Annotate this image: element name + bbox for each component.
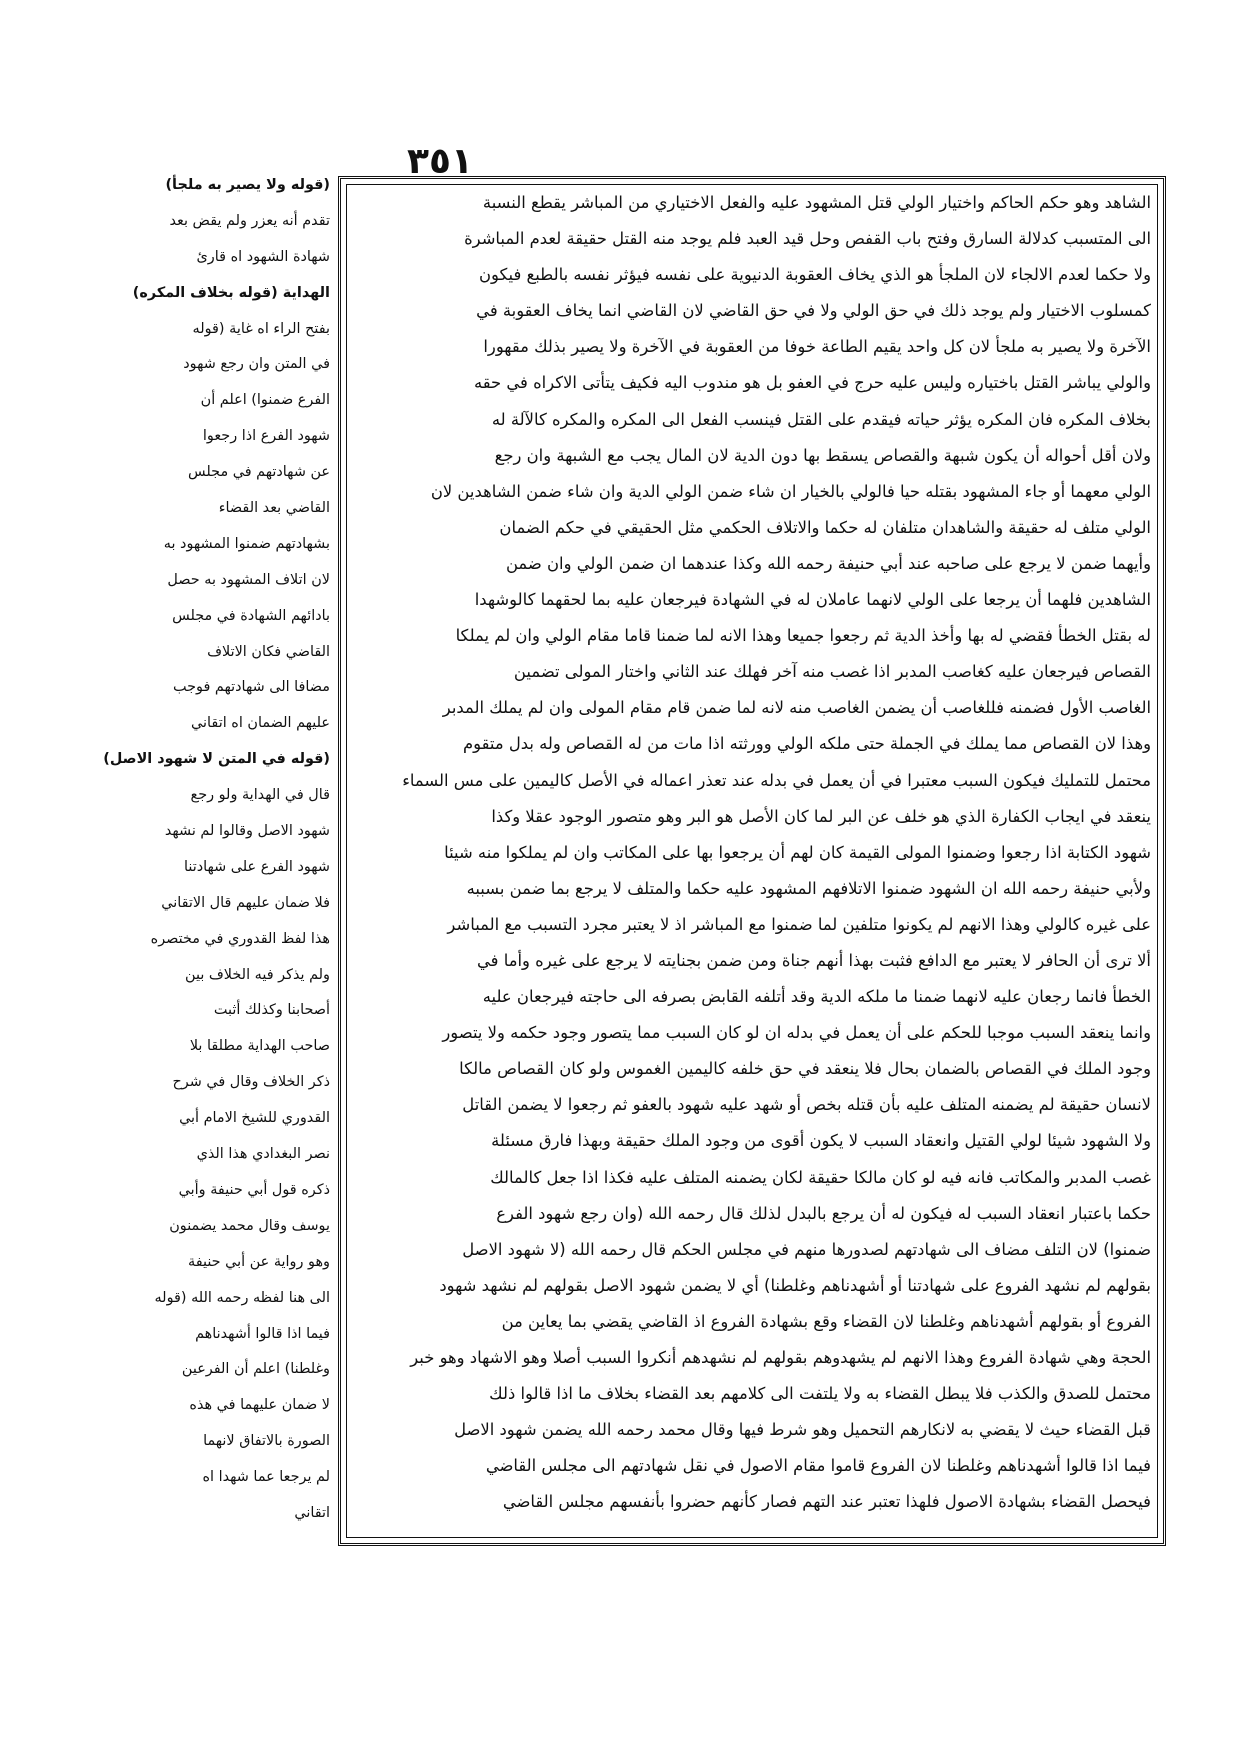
margin-note-line: عن شهادتهم في مجلس <box>188 464 330 481</box>
main-text-line: لانسان حقيقة لم يضمنه المتلف عليه بأن قتله بخص أو شهد عليه شهود بالعفو ثم رجعوا لا يضمن القاتل <box>462 1095 1151 1115</box>
main-text-line: فيما اذا قالوا أشهدناهم وغلطنا لان الفروع قاموا مقام الاصول في نقل شهادتهم الى مجلس القاضي <box>485 1456 1151 1476</box>
margin-note-line: نصر البغدادي هذا الذي <box>196 1146 330 1163</box>
main-text-line: فيحصل القضاء بشهادة الاصول فلهذا تعتبر عند التهم فصار كأنهم حضروا بأنفسهم مجلس القاضي <box>502 1492 1151 1512</box>
margin-note-line: بادائهم الشهادة في مجلس <box>172 607 330 624</box>
margin-note-line: لان اتلاف المشهود به حصل <box>167 571 330 588</box>
main-text-line: محتمل للصدق والكذب فلا يبطل القضاء به ولا يلتفت الى كلامهم بعد القضاء بخلاف ما اذا قالوا ذلك <box>489 1384 1151 1404</box>
margin-note-line: أصحابنا وكذلك أثبت <box>213 1002 330 1019</box>
main-text-line: وأيهما ضمن لا يرجع على صاحبه عند أبي حنيفة رحمه الله وكذا عندهما ان ضمن الولي وان ضمن <box>505 553 1151 573</box>
margin-note-line: وهو رواية عن أبي حنيفة <box>187 1253 330 1270</box>
margin-notes-column <box>103 168 330 1608</box>
main-text-line: بخلاف المكره فان المكره يؤثر حياته فيقدم على القتل فينسب الفعل الى المكره والمكره كالآلة له <box>491 409 1151 429</box>
margin-note-line: صاحب الهداية مطلقا بلا <box>189 1038 330 1055</box>
main-text-line: ولان أقل أحواله أن يكون شبهة والقصاص يسقط بها دون الدية لان المال يجب مع الشبهة وان رجع <box>494 445 1151 465</box>
main-text-line: ولا الشهود شيئا لولي القتيل وانعقاد السبب لا يكون أقوى من وجود الملك حقيقة وبهذا فارق مسئلة <box>491 1131 1151 1151</box>
margin-note-line: ذكر الخلاف وقال في شرح <box>172 1074 330 1091</box>
main-text-line: ولا حكما لعدم الالجاء لان الملجأ هو الذي يخاف العقوبة الدنيوية على نفسه فيؤثر نفسه بالطبع فيكون <box>478 265 1151 285</box>
main-text-line: الشاهدين فلهما أن يرجعا على الولي لانهما عاملان له في الشهادة فيرجعان عليه بما لحقهما كالوشهدا <box>474 590 1151 610</box>
main-text-line: الغاصب الأول فضمنه فللغاصب أن يضمن الغاصب منه لانه لما ضمن قام مقام المولى وان لم يملك المدبر <box>442 698 1151 718</box>
main-text-line: الولي معهما أو جاء المشهود بقتله حيا فالولي بالخيار ان شاء ضمن الولي الدية وان شاء ضمن الشاهدين لان <box>430 481 1151 501</box>
margin-note-line: ذكره قول أبي حنيفة وأبي <box>178 1181 330 1198</box>
margin-note-line: عليهم الضمان اه اتقاني <box>191 715 330 732</box>
margin-note-line: القاضي فكان الاتلاف <box>207 643 330 660</box>
margin-note-line: لا ضمان عليهما في هذه <box>189 1397 330 1414</box>
margin-note-line: فيما اذا قالوا أشهدناهم <box>195 1325 330 1342</box>
margin-note-line: شهود الفرع على شهادتنا <box>183 858 330 875</box>
margin-note-line: الهداية (قوله بخلاف المكره) <box>132 284 330 301</box>
margin-note-line: القدوري للشيخ الامام أبي <box>179 1110 330 1127</box>
margin-note-line: هذا لفظ القدوري في مختصره <box>150 930 330 947</box>
main-text-line: الفروع أو بقولهم أشهدناهم وغلطنا لان القضاء وقع بشهادة الفروع اذ القاضي يقضي بما يعاين من <box>501 1311 1151 1331</box>
margin-note-line: فلا ضمان عليهم قال الاتقاني <box>161 894 330 911</box>
main-text-line: وجود الملك في القصاص بالضمان بحال فلا ينعقد في حق خلفه كاليمين الغموس ولو كان القصاص مالكا <box>459 1059 1151 1079</box>
main-text-line: ولأبي حنيفة رحمه الله ان الشهود ضمنوا الاتلافهم المشهود عليه حكما والمتلف لا يرجع بما ضمن بسببه <box>466 878 1151 898</box>
margin-note-line: القاضي بعد القضاء <box>218 500 330 517</box>
main-text-line: الحجة وهي شهادة الفروع وهذا الانهم لم يشهدوهم بقولهم لم نشهدهم أنكروا السبب أصلا وهو الاشهاد وهو خبر <box>410 1348 1151 1367</box>
main-text-line: الولي متلف له حقيقة والشاهدان متلفان له حكما والاتلاف الحكمي مثل الحقيقي في حكم الضمان <box>499 517 1151 537</box>
margin-note-line: بفتح الراء اه غاية (قوله <box>192 320 330 337</box>
main-text-line: الشاهد وهو حكم الحاكم واختيار الولي قتل المشهود عليه والفعل الاختياري من المباشر يقطع النسبة <box>482 193 1151 212</box>
main-text-line: له بقتل الخطأ فقضي له بها وأخذ الدية ثم رجعوا جميعا وهذا الانه لما ضمنا قاما مقام الولي وان لم يملكا <box>455 626 1151 646</box>
margin-note-line: الى هنا لفظه رحمه الله (قوله <box>154 1289 330 1306</box>
margin-note-line: يوسف وقال محمد يضمنون <box>169 1217 330 1234</box>
margin-note-line: اتقاني <box>294 1504 330 1521</box>
main-text-line: ينعقد في ايجاب الكفارة الذي هو خلف عن البر لما كان الأصل هو البر وهو متصور الوجود عقلا وكذا <box>491 806 1151 826</box>
margin-note-line: شهادة الشهود اه قارئ <box>196 248 330 265</box>
margin-note-line: في المتن وان رجع شهود <box>183 356 330 373</box>
main-text-line: قبل القضاء حيث لا يقضي به لانكارهم التحميل وهو شرط فيها وقال محمد رحمه الله يضمن شهود الاصل <box>454 1420 1151 1440</box>
main-text-line: ألا ترى أن الحافر لا يعتبر مع الدافع فثبت بهذا أنهم جناة ومن ضمن بجنايته لا يرجع على غيره وأما في <box>477 950 1151 970</box>
margin-note-line: (قوله في المتن لا شهود الاصل) <box>103 751 330 768</box>
main-text-line: وهذا لان القصاص مما يملك في الجملة حتى ملكه الولي وورثته اذا مات من له القصاص وله بدل متقوم <box>463 734 1151 754</box>
page-number: ٣٥١ <box>407 141 473 182</box>
margin-note-line: بشهادتهم ضمنوا المشهود به <box>163 535 330 552</box>
main-text-line: غصب المدبر والمكاتب فانه فيه لو كان مالكا حقيقة لكان يضمنه المتلف عليه فكذا اذا جعل كالمالك <box>490 1167 1151 1187</box>
margin-note-line: (قوله ولا يصير به ملجأ) <box>165 177 330 193</box>
main-text-line: حكما باعتبار انعقاد السبب له فيكون له أن يرجع بالبدل لذلك قال رحمه الله (وان رجع شهود الفرع <box>496 1203 1151 1223</box>
main-text-line: والولي يباشر القتل باختياره وليس عليه حرج في العفو بل هو مندوب اليه فكيف يتأتى الاكراه في حقه <box>473 373 1151 393</box>
main-text-line: وانما ينعقد السبب موجبا للحكم على أن يعمل في بدله ان لو كان السبب مما يتصور وجود حكمه ولا يتصور <box>442 1023 1151 1043</box>
main-text-line: بقولهم لم نشهد الفروع على شهادتنا أو أشهدناهم وغلطنا) أي لا يضمن شهود الاصل بقولهم لم نشهد شهود <box>439 1275 1151 1295</box>
main-text-line: محتمل للتمليك فيكون السبب معتبرا في أن يعمل في بدله عند تعذر اعماله في الأصل كاليمين على مس السماء <box>402 770 1151 790</box>
margin-note-line: تقدم أنه يعزر ولم يقض بعد <box>169 212 330 229</box>
margin-note-line: الفرع ضمنوا) اعلم أن <box>200 392 330 409</box>
margin-note-line: مضافا الى شهادتهم فوجب <box>173 679 330 696</box>
margin-note-line: الصورة بالاتفاق لانهما <box>203 1433 330 1450</box>
main-text-line: الى المتسبب كدلالة السارق وفتح باب القفص وحل قيد العبد فلم يوجد منه القتل حقيقة لعدم المباشرة <box>464 229 1151 249</box>
margin-note-line: شهود الفرع اذا رجعوا <box>202 428 330 445</box>
main-text-line: كمسلوب الاختيار ولم يوجد ذلك في حق الولي ولا في حق القاضي لان القاضي انما يخاف العقوبة في <box>476 301 1151 321</box>
main-text-line: الآخرة ولا يصير به ملجأ لان كل واحد يقيم الطاعة خوفا من العقوبة في الآخرة ولا يصير بذلك مقهورا <box>483 337 1151 357</box>
main-text-line: شهود الكتابة اذا رجعوا وضمنوا المولى القيمة كان لهم أن يرجعوا بها على المكاتب وان لم يملكوا منه شيئا <box>444 842 1151 862</box>
main-text-line: ضمنوا) لان التلف مضاف الى شهادتهم لصدورها منهم في مجلس الحكم قال رحمه الله (لا شهود الاصل <box>462 1239 1151 1259</box>
margin-note-line: وغلطنا) اعلم أن الفرعين <box>181 1361 330 1378</box>
margin-note-line: لم يرجعا عما شهدا اه <box>202 1469 330 1486</box>
main-text-line: الخطأ فانما رجعان عليه لانهما ضمنا ما ملكه الدية وقد أتلفه القابض بصرفه الى حاجته فيرجعان عليه <box>482 987 1151 1007</box>
margin-note-line: شهود الاصل وقالوا لم نشهد <box>164 823 330 840</box>
main-text-line: على غيره كالولي وهذا الانهم لم يكونوا متلفين لما ضمنوا مع المباشر اذ لا يعتبر مجرد التسبب مع المباشر <box>447 914 1151 934</box>
margin-note-line: ولم يذكر فيه الخلاف بين <box>185 966 330 983</box>
main-text-block <box>346 184 1158 1538</box>
margin-note-line: قال في الهداية ولو رجع <box>190 787 330 804</box>
main-text-line: القصاص فيرجعان عليه كغاصب المدبر اذا غصب منه آخر فهلك عند الثاني واختار المولى تضمين <box>513 662 1151 682</box>
